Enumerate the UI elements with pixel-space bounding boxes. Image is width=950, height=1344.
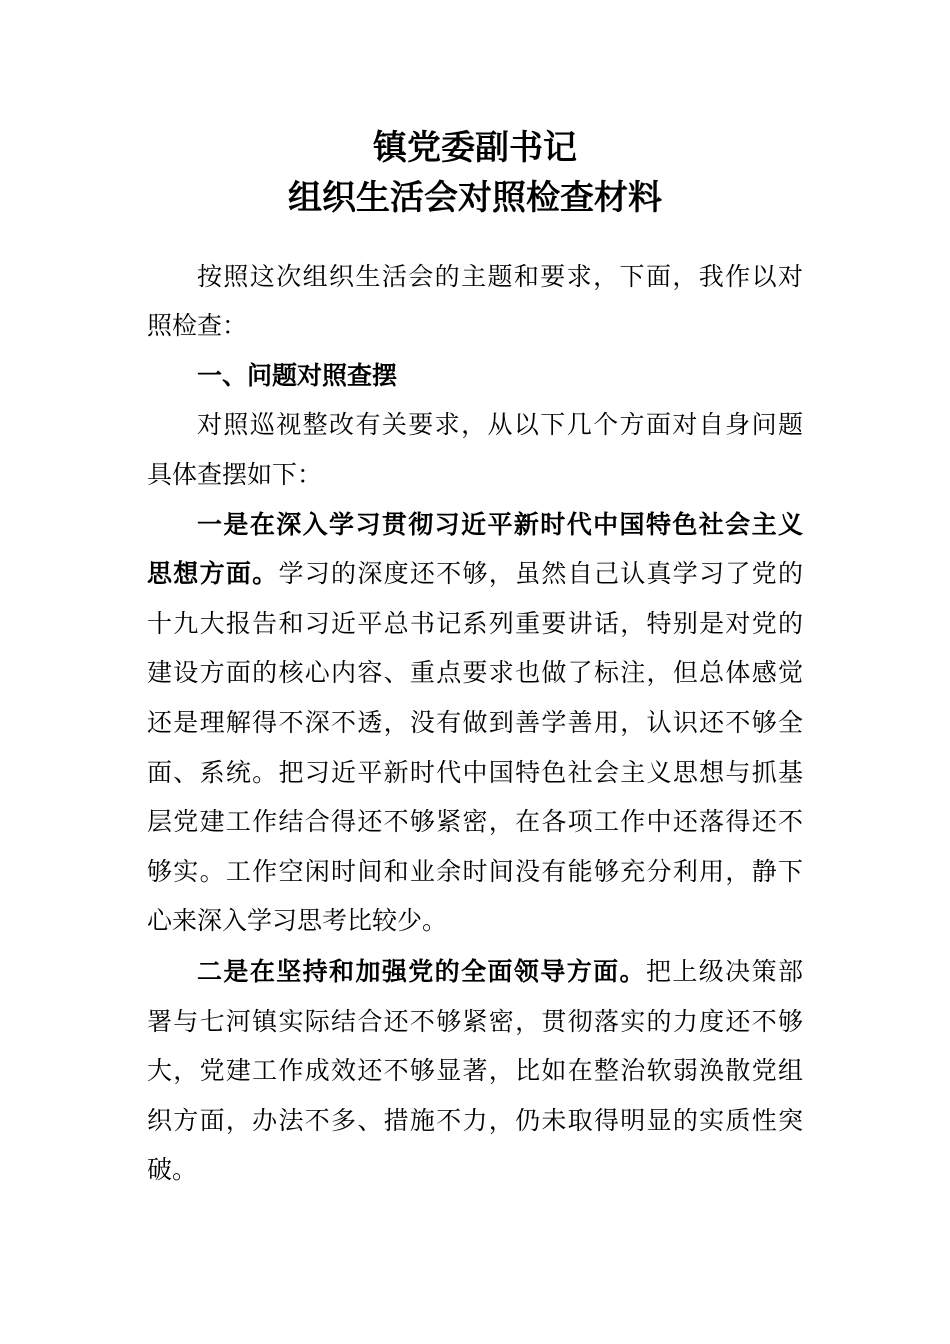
point1-line9: 心来深入学习思考比较少。 <box>147 906 448 935</box>
point2-line1 <box>197 955 803 989</box>
document-title-line1: 镇党委副书记 <box>373 128 577 168</box>
point2-line1-rest: 把上级决策部 <box>645 957 803 986</box>
point2-line4: 织方面，办法不多、措施不力，仍未取得明显的实质性突 <box>147 1106 803 1135</box>
section1-intro-line2: 具体查摆如下： <box>147 460 323 489</box>
point1-line3: 十九大报告和习近平总书记系列重要讲话，特别是对党的 <box>147 609 803 638</box>
point1-line8: 够实。工作空闲时间和业余时间没有能够充分利用，静下 <box>147 857 803 886</box>
point1-line4: 建设方面的核心内容、重点要求也做了标注，但总体感觉 <box>147 658 803 687</box>
point2-line5: 破。 <box>147 1155 198 1184</box>
point1-line6: 面、系统。把习近平新时代中国特色社会主义思想与抓基 <box>147 758 803 787</box>
section1-intro-line1: 对照巡视整改有关要求，从以下几个方面对自身问题 <box>197 410 803 439</box>
intro-line1: 按照这次组织生活会的主题和要求，下面，我作以对 <box>197 262 803 291</box>
point1-line5: 还是理解得不深不透，没有做到善学善用，认识还不够全 <box>147 708 803 737</box>
point1-line2 <box>147 557 803 591</box>
point2-line2: 署与七河镇实际结合还不够紧密，贯彻落实的力度还不够 <box>147 1007 803 1036</box>
intro-line2: 照检查： <box>147 311 248 340</box>
point2-bold-lead: 二是在坚持和加强党的全面领导方面。 <box>197 957 646 986</box>
point1-line2-rest: 学习的深度还不够，虽然自己认真学习了党的 <box>278 559 803 588</box>
point2-line3: 大，党建工作成效还不够显著，比如在整治软弱涣散党组 <box>147 1056 803 1085</box>
point1-line7: 层党建工作结合得还不够紧密，在各项工作中还落得还不 <box>147 807 803 836</box>
section1-heading: 一、问题对照查摆 <box>197 361 398 390</box>
document-title-line2: 组织生活会对照检查材料 <box>288 178 662 218</box>
point1-bold-line1: 一是在深入学习贯彻习近平新时代中国特色社会主义 <box>197 510 803 539</box>
point1-bold-lead: 思想方面。 <box>147 559 279 588</box>
